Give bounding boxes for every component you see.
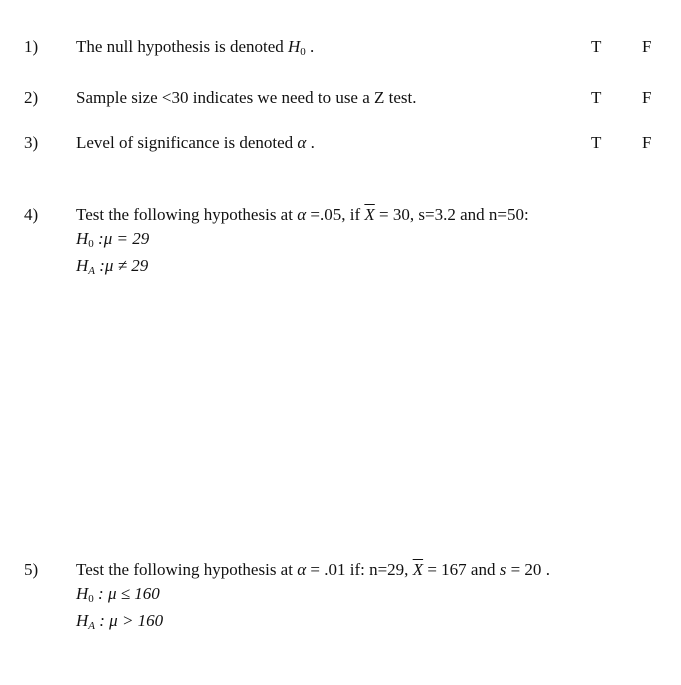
alternative-hypothesis: $H_A$ :μ ≠ 29 — [76, 256, 149, 277]
question-text: Test the following hypothesis at α = .01 if: n=29, $\overline{X} = 167$ and s = 20 . — [76, 560, 550, 579]
question-number: 1) — [24, 37, 39, 56]
null-hypothesis: $H_0$ : μ ≤ 160 — [76, 584, 160, 605]
math-subscript: 0 — [300, 46, 306, 58]
math-symbol: H — [288, 37, 301, 56]
option-true[interactable]: T — [591, 133, 602, 152]
question-number: 2) — [24, 88, 39, 107]
option-false[interactable]: F — [642, 133, 652, 152]
option-false[interactable]: F — [642, 37, 652, 56]
question-number: 5) — [24, 560, 39, 579]
math-symbol: α — [297, 133, 307, 152]
s-symbol: s — [499, 560, 507, 579]
question-number: 3) — [24, 133, 39, 152]
question-text: Level of significance is denoted α . — [76, 133, 315, 152]
xbar-symbol: $\overline{X}$ — [364, 205, 375, 224]
alternative-hypothesis: $H_A$ : μ > 160 — [76, 611, 164, 632]
option-true[interactable]: T — [591, 88, 602, 107]
question-text: Sample size <30 indicates we need to use a Z test. — [76, 88, 417, 107]
option-false[interactable]: F — [642, 88, 652, 107]
alpha-symbol: α — [297, 560, 307, 579]
question-number: 4) — [24, 205, 39, 224]
question-text: Test the following hypothesis at α =.05, if $\overline{X} = 30$, s=3.2 and n=50: — [76, 205, 529, 224]
xbar-symbol: $\overline{X}$ — [412, 560, 424, 579]
option-true[interactable]: T — [591, 37, 602, 56]
null-hypothesis: $H_0$ :μ = 29 — [76, 229, 150, 250]
alpha-symbol: α — [297, 205, 307, 224]
question-text: The null hypothesis is denoted $H_0$ . — [76, 37, 315, 58]
